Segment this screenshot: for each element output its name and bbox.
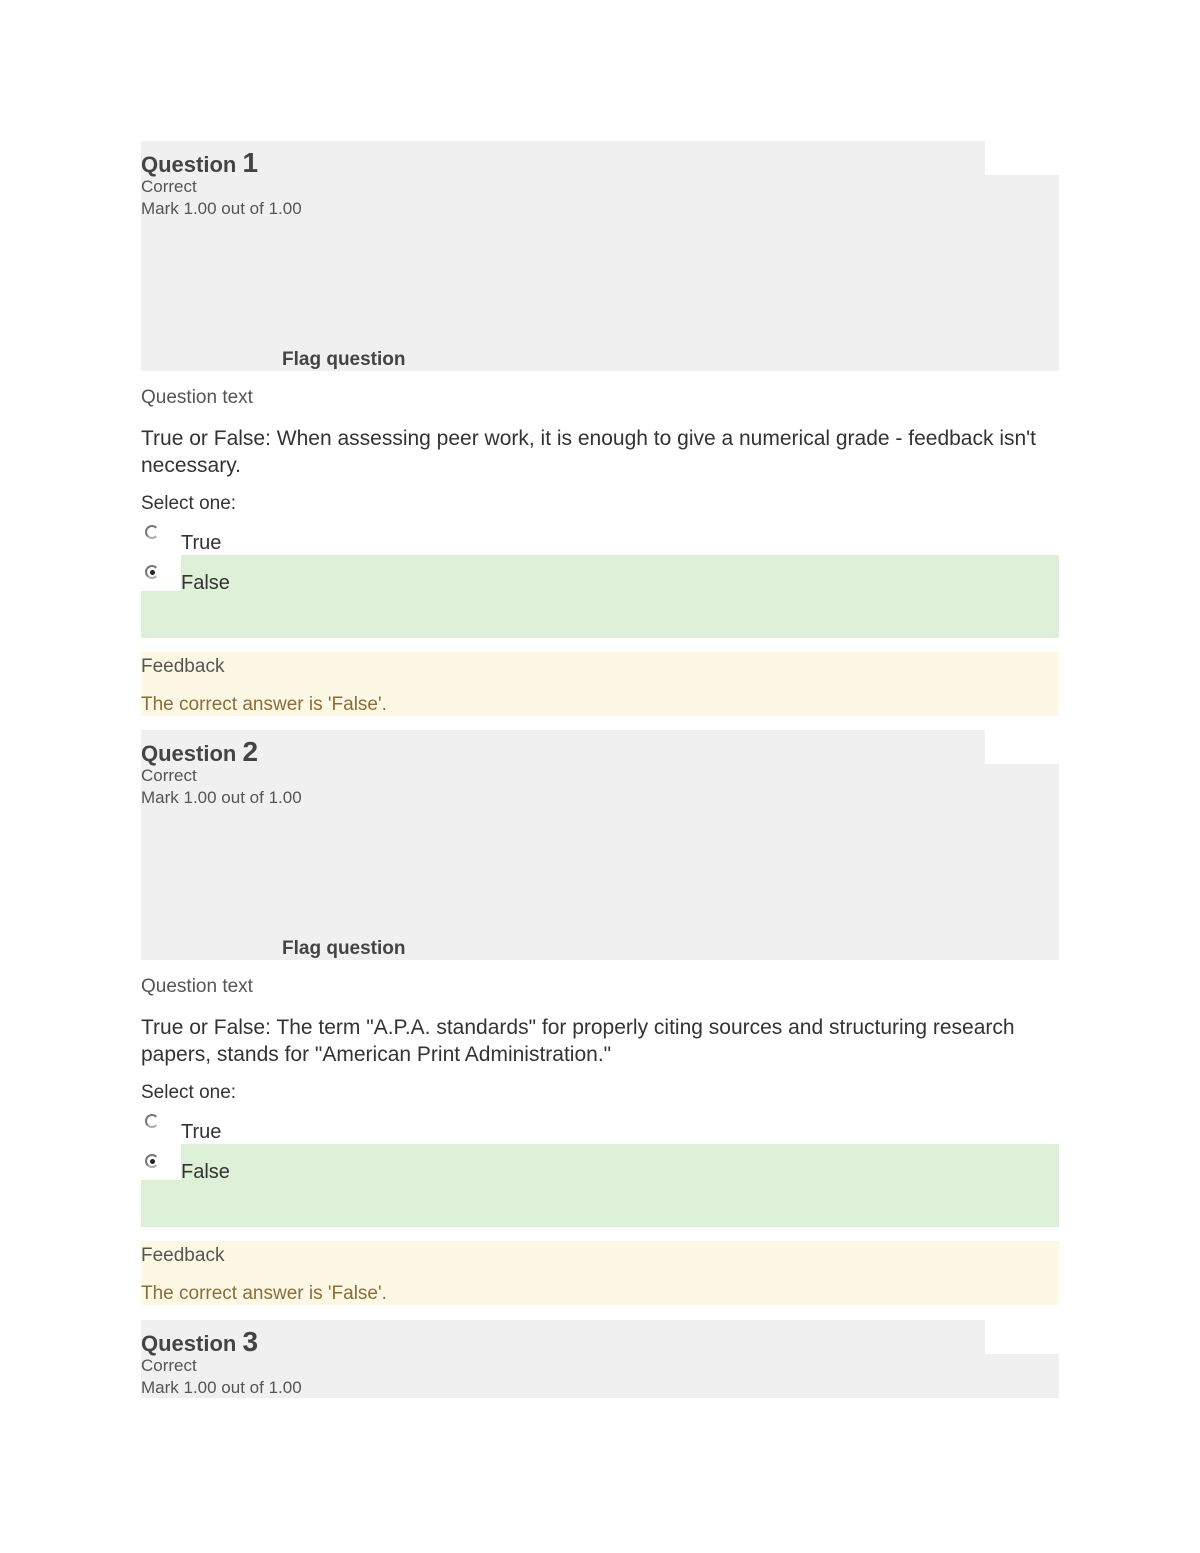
feedback-box bbox=[141, 652, 1059, 716]
radio-true[interactable] bbox=[145, 1114, 159, 1128]
question-state: Correct bbox=[141, 177, 197, 196]
flag-question-link[interactable]: Flag question bbox=[282, 938, 406, 959]
question-state: Correct bbox=[141, 766, 197, 785]
select-one-prompt: Select one: bbox=[141, 1082, 237, 1103]
radio-false[interactable] bbox=[145, 565, 159, 579]
question-3 bbox=[141, 1320, 1059, 1398]
question-text-label: Question text bbox=[141, 976, 253, 997]
select-one-prompt: Select one: bbox=[141, 493, 237, 514]
question-info bbox=[141, 141, 1059, 371]
option-true-label[interactable]: True bbox=[181, 1121, 222, 1143]
question-state: Correct bbox=[141, 1356, 197, 1375]
question-text: True or False: When assessing peer work, it is enough to give a numerical grade - feedback isn't necessary. bbox=[141, 427, 1037, 477]
option-false-correct bbox=[141, 1144, 1059, 1227]
option-false-correct bbox=[141, 555, 1059, 638]
question-info bbox=[141, 730, 1059, 960]
flag-question-link[interactable]: Flag question bbox=[282, 349, 406, 370]
question-grade: Mark 1.00 out of 1.00 bbox=[141, 1378, 302, 1397]
feedback-box bbox=[141, 1241, 1059, 1305]
option-false-label[interactable]: False bbox=[181, 1161, 230, 1183]
question-grade: Mark 1.00 out of 1.00 bbox=[141, 199, 302, 218]
option-false-label[interactable]: False bbox=[181, 572, 230, 594]
question-title: Question 1 bbox=[141, 147, 259, 178]
question-number: 2 bbox=[242, 736, 259, 767]
feedback-title: Feedback bbox=[141, 1245, 225, 1266]
radio-false[interactable] bbox=[145, 1154, 159, 1168]
question-grade: Mark 1.00 out of 1.00 bbox=[141, 788, 302, 807]
radio-true[interactable] bbox=[145, 525, 159, 539]
question-text: True or False: The term "A.P.A. standards" for properly citing sources and structuring research papers, stands for "American Print Administration." bbox=[141, 1016, 1015, 1066]
option-true-label[interactable]: True bbox=[181, 532, 222, 554]
question-info bbox=[141, 1320, 1059, 1398]
question-2 bbox=[141, 730, 1059, 1305]
question-number: 1 bbox=[242, 147, 259, 178]
feedback-text: The correct answer is 'False'. bbox=[141, 694, 387, 715]
question-text-label: Question text bbox=[141, 387, 253, 408]
feedback-title: Feedback bbox=[141, 656, 225, 677]
question-title: Question 2 bbox=[141, 736, 259, 767]
question-number: 3 bbox=[242, 1326, 259, 1357]
question-title: Question 3 bbox=[141, 1326, 259, 1357]
question-1 bbox=[141, 141, 1059, 716]
feedback-text: The correct answer is 'False'. bbox=[141, 1283, 387, 1304]
